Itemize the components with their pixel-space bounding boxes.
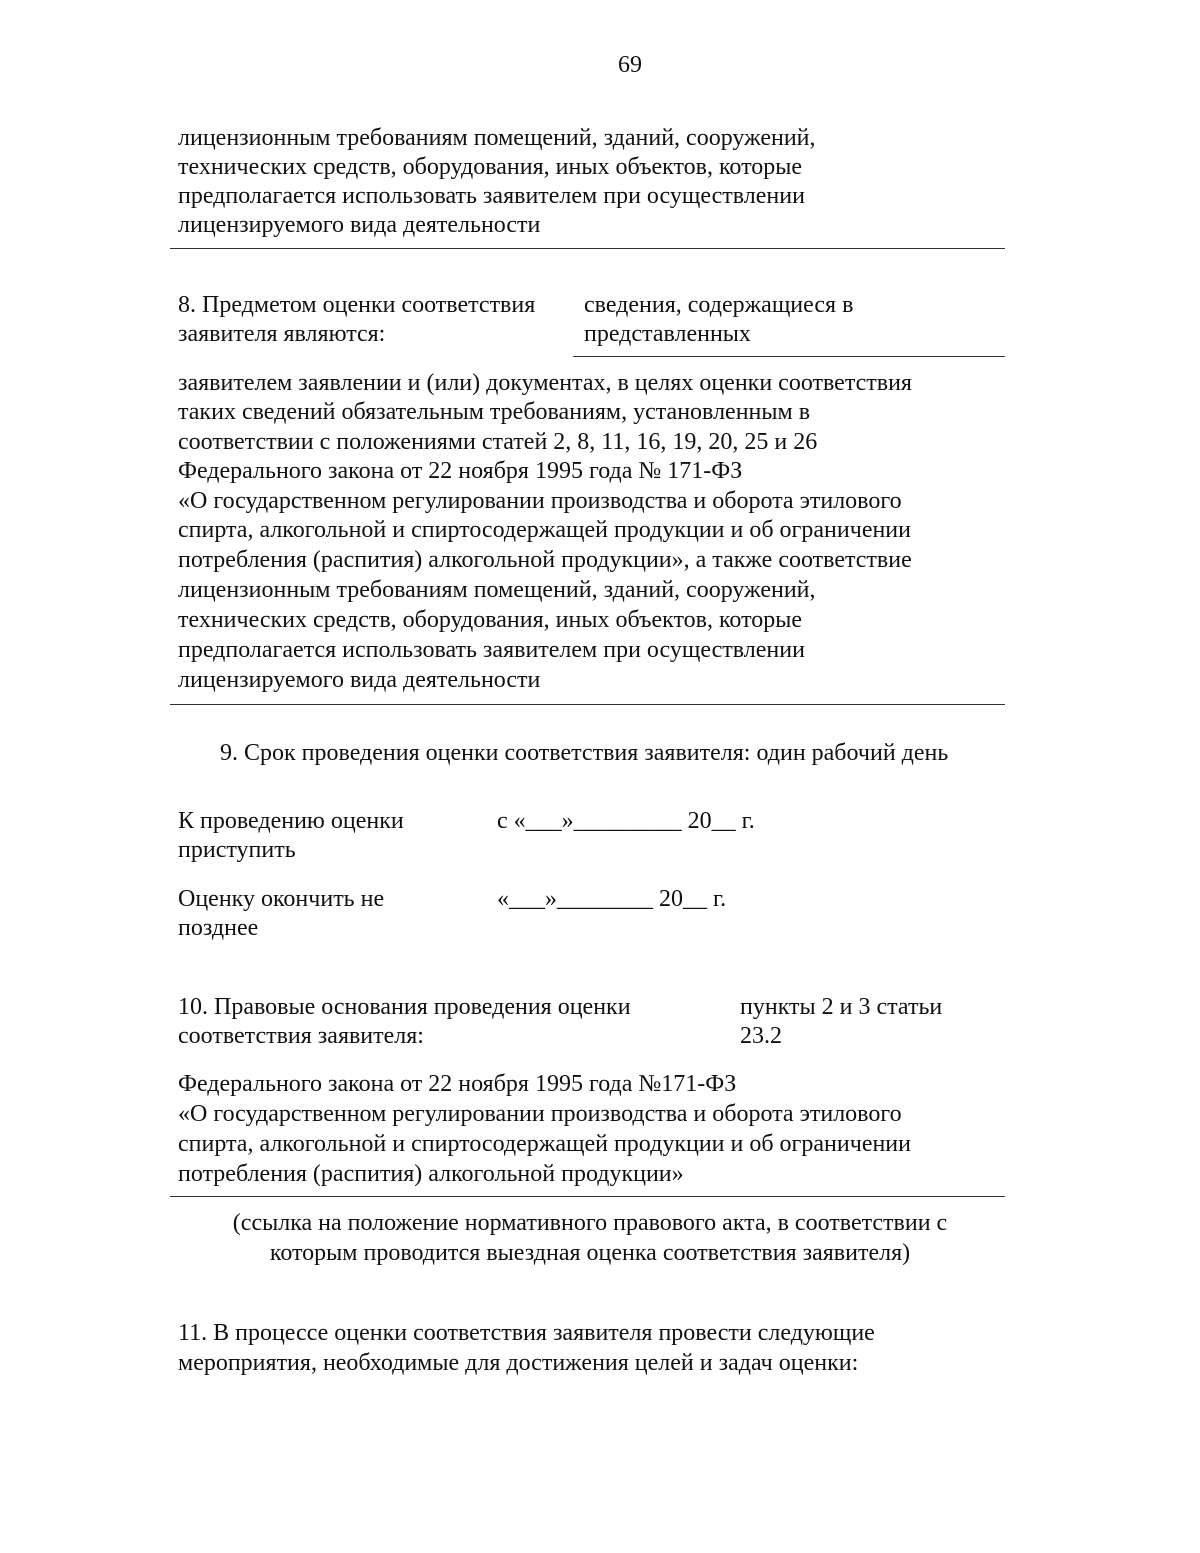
page-number: 69 <box>618 52 642 78</box>
text-line: предполагается использовать заявителем при осуществлении <box>178 183 805 209</box>
value-line: сведения, содержащиеся в <box>584 292 854 318</box>
text-line: 11. В процессе оценки соответствия заявителя провести следующие <box>178 1320 875 1346</box>
text-line: спирта, алкогольной и спиртосодержащей продукции и об ограничении <box>178 1131 911 1157</box>
text-line: «О государственном регулировании производства и оборота этилового <box>178 1101 902 1127</box>
item-9-text: 9. Срок проведения оценки соответствия заявителя: один рабочий день <box>220 740 949 766</box>
text-line: соответствии с положениями статей 2, 8, 11, 16, 19, 20, 25 и 26 <box>178 429 818 455</box>
label-line: приступить <box>178 837 296 863</box>
text-line: лицензионным требованиям помещений, зданий, сооружений, <box>178 125 816 151</box>
value-line: пункты 2 и 3 статьи <box>740 994 943 1020</box>
text-line: спирта, алкогольной и спиртосодержащей продукции и об ограничении <box>178 517 911 543</box>
value-line: 23.2 <box>740 1023 782 1049</box>
text-line: потребления (распития) алкогольной продукции» <box>178 1161 684 1187</box>
label-line: позднее <box>178 915 259 941</box>
note-line: (ссылка на положение нормативного правового акта, в соответствии с <box>232 1210 948 1236</box>
schedule-end-date: «___»________ 20__ г. <box>497 886 727 912</box>
underline-rule <box>573 356 1005 357</box>
text-line: потребления (распития) алкогольной продукции», а также соответствие <box>178 547 912 573</box>
label-line: заявителя являются: <box>178 321 386 347</box>
label-line: К проведению оценки <box>178 808 404 834</box>
text-line: мероприятия, необходимые для достижения целей и задач оценки: <box>178 1350 859 1376</box>
label-line: 10. Правовые основания проведения оценки <box>178 994 631 1020</box>
value-line: представленных <box>584 321 751 347</box>
text-line: лицензионным требованиям помещений, зданий, сооружений, <box>178 577 816 603</box>
label-line: 8. Предметом оценки соответствия <box>178 292 536 318</box>
text-line: лицензируемого вида деятельности <box>178 667 541 693</box>
text-line: «О государственном регулировании производства и оборота этилового <box>178 488 902 514</box>
text-line: таких сведений обязательным требованиям, установленным в <box>178 399 811 425</box>
label-line: Оценку окончить не <box>178 886 385 912</box>
label-line: соответствия заявителя: <box>178 1023 424 1049</box>
note-line: которым проводится выездная оценка соответствия заявителя) <box>269 1240 911 1266</box>
underline-rule <box>170 248 1005 249</box>
text-line: предполагается использовать заявителем при осуществлении <box>178 637 805 663</box>
schedule-start-date: с «___»_________ 20__ г. <box>497 808 755 834</box>
text-line: заявителем заявлении и (или) документах, в целях оценки соответствия <box>178 370 912 396</box>
underline-rule <box>170 704 1005 705</box>
text-line: технических средств, оборудования, иных объектов, которые <box>178 607 803 633</box>
text-line: лицензируемого вида деятельности <box>178 212 541 238</box>
text-line: Федерального закона от 22 ноября 1995 года №171-ФЗ <box>178 1071 737 1097</box>
text-line: технических средств, оборудования, иных объектов, которые <box>178 154 803 180</box>
text-line: Федерального закона от 22 ноября 1995 года № 171-ФЗ <box>178 458 743 484</box>
underline-rule <box>170 1196 1005 1197</box>
